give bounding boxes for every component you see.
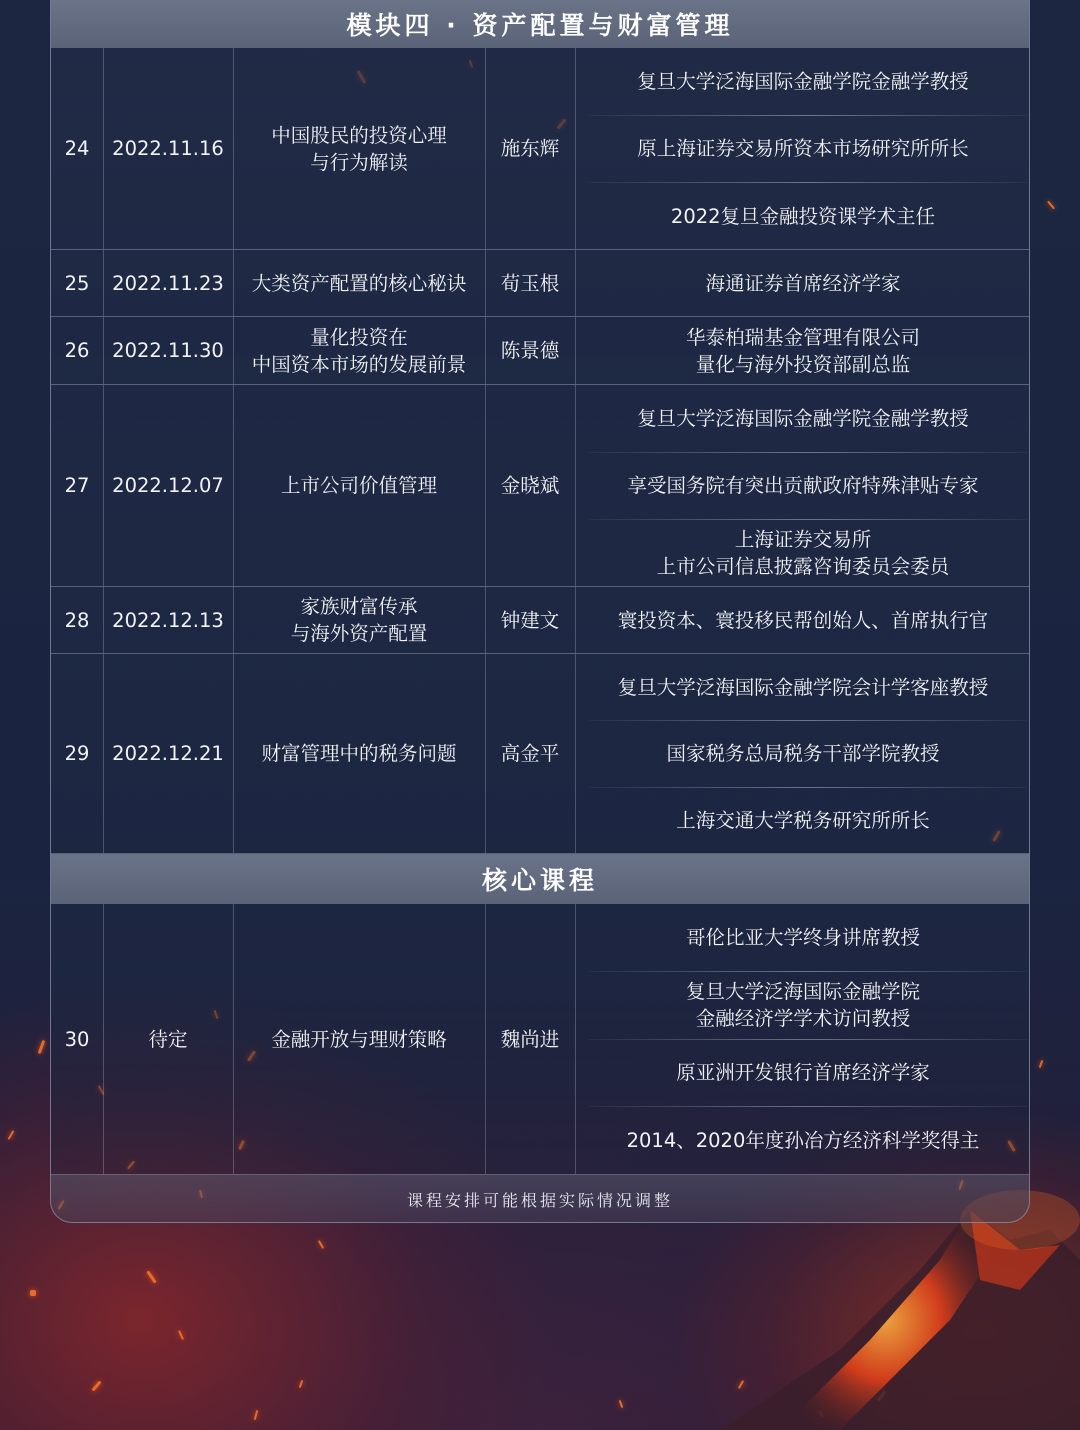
course-schedule-table [50, 0, 1030, 1223]
speaker-title-line: 复旦大学泛海国际金融学院会计学客座教授 [617, 675, 989, 699]
speaker-titles [575, 317, 1030, 384]
module-header: 模块四 · 资产配置与财富管理 [51, 0, 1029, 48]
speaker-titles [575, 904, 1030, 1174]
table-row [51, 385, 1029, 587]
column-divider [103, 250, 104, 316]
speaker-title-line: 寰投资本、寰投移民帮创始人、首席执行官 [617, 609, 989, 632]
speaker-name: 魏尚进 [500, 1027, 560, 1051]
session-date: 2022.11.23 [112, 271, 224, 295]
speaker-name: 施东辉 [500, 137, 560, 160]
core-course-header: 核心课程 [51, 854, 1029, 904]
spark [146, 1270, 156, 1283]
speaker-title-line: 华泰柏瑞基金管理有限公司 量化与海外投资部副总监 [685, 326, 920, 376]
speaker-titles [575, 48, 1030, 249]
session-topic: 中国股民的投资心理 与行为解读 [271, 123, 447, 174]
spark [1047, 201, 1055, 210]
session-number: 28 [64, 608, 90, 632]
column-divider [103, 587, 104, 653]
table-row [51, 48, 1029, 250]
column-divider [485, 385, 486, 586]
table-row [51, 904, 1029, 1175]
table-row [51, 250, 1029, 317]
column-divider [103, 48, 104, 249]
session-number: 24 [64, 137, 90, 160]
speaker-title-line: 哥伦比亚大学终身讲席教授 [685, 926, 920, 949]
speaker-title-line: 2022复旦金融投资课学术主任 [670, 204, 936, 228]
spark [30, 1290, 36, 1296]
column-divider [103, 317, 104, 384]
spark [254, 1410, 259, 1420]
speaker-title-line: 复旦大学泛海国际金融学院 金融经济学学术访问教授 [685, 980, 920, 1030]
schedule-footnote: 课程安排可能根据实际情况调整 [51, 1175, 1029, 1223]
column-divider [485, 654, 486, 853]
spark [178, 1330, 184, 1340]
column-divider [485, 904, 486, 1174]
column-divider [233, 904, 234, 1174]
column-divider [485, 317, 486, 384]
spark [1039, 1060, 1044, 1068]
column-divider [485, 587, 486, 653]
speaker-titles [575, 385, 1030, 586]
session-topic: 大类资产配置的核心秘诀 [251, 271, 467, 295]
column-divider [233, 385, 234, 586]
speaker-title-line: 上海交通大学税务研究所所长 [676, 809, 930, 832]
speaker-title-line: 2014、2020年度孙冶方经济科学奖得主 [626, 1129, 980, 1152]
speaker-title-line: 复旦大学泛海国际金融学院金融学教授 [637, 70, 969, 93]
speaker-title-line: 原亚洲开发银行首席经济学家 [676, 1061, 930, 1084]
speaker-name: 金晓斌 [500, 474, 560, 497]
session-number: 29 [64, 742, 90, 765]
session-date: 2022.12.13 [112, 608, 224, 632]
speaker-titles [575, 587, 1030, 653]
session-number: 27 [64, 474, 90, 497]
speaker-titles [575, 250, 1030, 316]
session-topic: 上市公司价值管理 [280, 474, 437, 497]
speaker-name: 陈景德 [500, 339, 560, 362]
speaker-title-line: 上海证券交易所 上市公司信息披露咨询委员会委员 [656, 528, 950, 578]
spark [91, 1380, 101, 1391]
column-divider [103, 904, 104, 1174]
speaker-title-line: 享受国务院有突出贡献政府特殊津贴专家 [627, 474, 979, 497]
speaker-title-line: 原上海证券交易所资本市场研究所所长 [637, 137, 969, 160]
speaker-name: 荀玉根 [500, 271, 560, 295]
session-date: 2022.12.21 [112, 742, 224, 765]
column-divider [233, 250, 234, 316]
column-divider [233, 587, 234, 653]
session-number: 30 [64, 1027, 90, 1051]
speaker-title-line: 复旦大学泛海国际金融学院金融学教授 [637, 407, 969, 430]
session-date: 待定 [148, 1027, 188, 1051]
column-divider [233, 317, 234, 384]
column-divider [233, 48, 234, 249]
spark [8, 1130, 15, 1140]
speaker-title-line: 国家税务总局税务干部学院教授 [666, 742, 940, 765]
column-divider [103, 385, 104, 586]
spark [38, 1040, 46, 1054]
table-row [51, 317, 1029, 385]
speaker-titles [575, 654, 1030, 853]
column-divider [103, 654, 104, 853]
spark [318, 1240, 324, 1249]
speaker-name: 钟建文 [500, 608, 560, 632]
spark [619, 1400, 624, 1408]
table-row [51, 587, 1029, 654]
column-divider [485, 250, 486, 316]
session-topic: 量化投资在 中国资本市场的发展前景 [251, 325, 467, 376]
session-date: 2022.11.30 [112, 339, 224, 362]
session-number: 26 [64, 339, 90, 362]
session-topic: 家族财富传承 与海外资产配置 [290, 595, 428, 645]
column-divider [485, 48, 486, 249]
session-date: 2022.12.07 [112, 474, 224, 497]
session-date: 2022.11.16 [112, 137, 224, 160]
session-topic: 财富管理中的税务问题 [261, 742, 457, 765]
session-topic: 金融开放与理财策略 [271, 1027, 447, 1051]
spark [299, 1380, 304, 1388]
speaker-name: 高金平 [500, 742, 560, 765]
column-divider [233, 654, 234, 853]
session-number: 25 [64, 271, 90, 295]
speaker-title-line: 海通证券首席经济学家 [705, 272, 901, 295]
table-row [51, 654, 1029, 854]
